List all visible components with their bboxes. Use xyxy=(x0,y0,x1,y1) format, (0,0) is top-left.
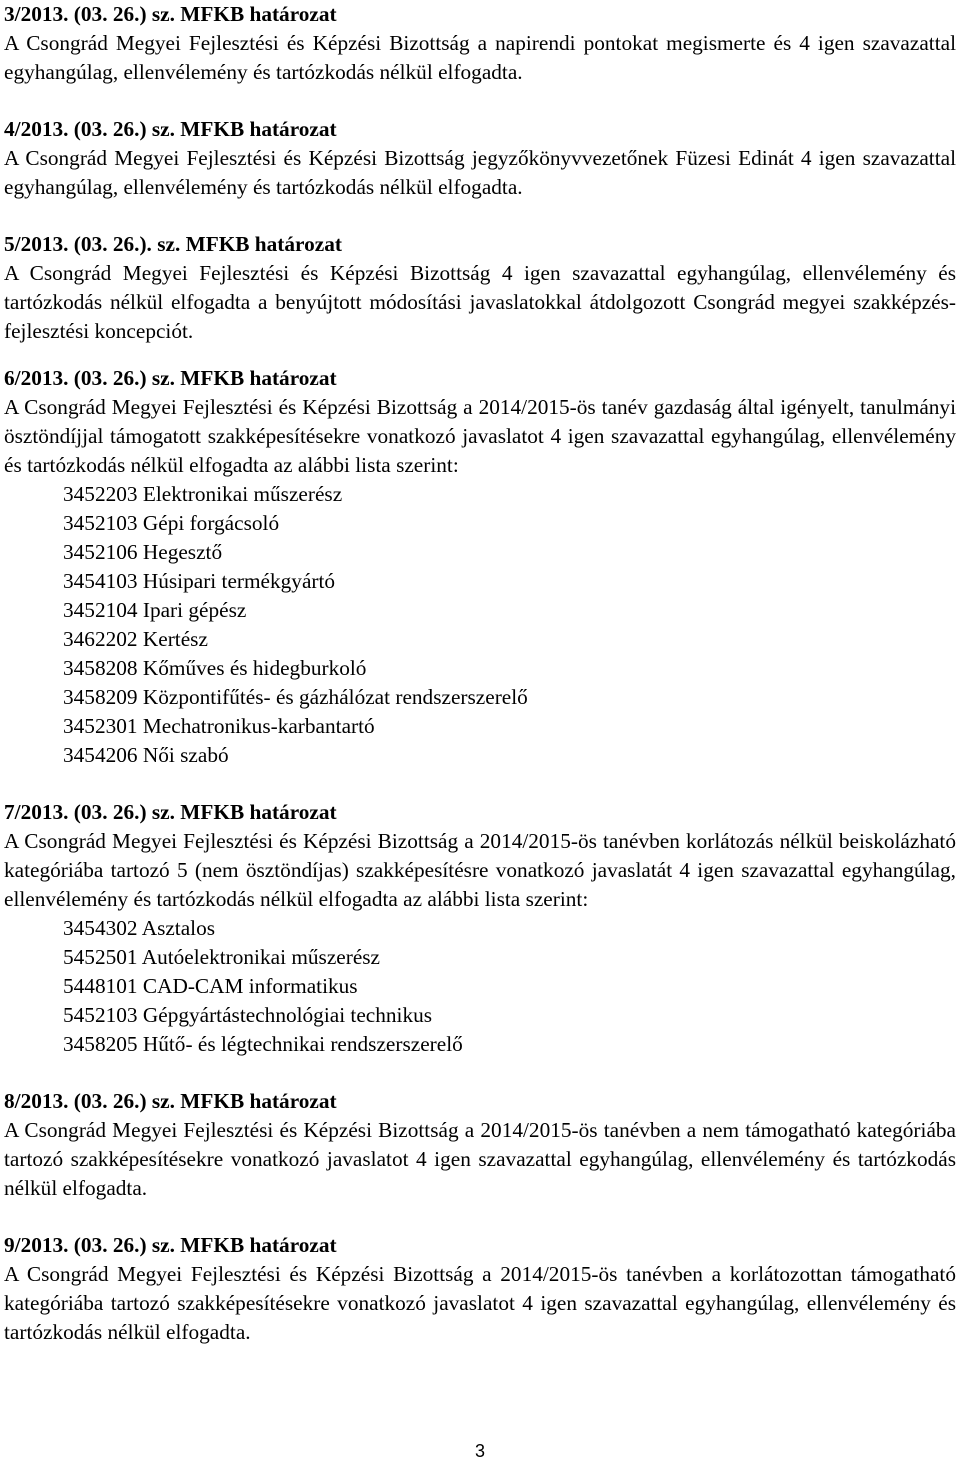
resolution-text: A Csongrád Megyei Fejlesztési és Képzési Bizottság a napirendi pontokat megismerte és 4 igen szavazattal egyhangúlag, ellenvélemény és tartózkodás nélkül elfogadta. xyxy=(4,31,956,84)
resolution-text: A Csongrád Megyei Fejlesztési és Képzési Bizottság a 2014/2015-ös tanév gazdaság által igényelt, tanulmányi ösztöndíjjal támogatott szakképesítésekre vonatkozó javaslatot 4 igen szavazattal egyhangúlag, ellenvélemény és tartózkodás nélkül elfogadta az alábbi lista szerint: xyxy=(4,395,956,477)
list-item: 3452103 Gépi forgácsoló xyxy=(63,511,280,535)
qualification-list xyxy=(4,480,956,770)
resolution-9 xyxy=(4,1231,956,1347)
list-item: 5448101 CAD-CAM informatikus xyxy=(63,974,358,998)
document-page xyxy=(4,0,956,1347)
list-item: 3452106 Hegesztő xyxy=(63,540,223,564)
resolution-6 xyxy=(4,364,956,770)
list-item: 5452103 Gépgyártástechnológiai technikus xyxy=(63,1003,433,1027)
list-item: 3452203 Elektronikai műszerész xyxy=(63,482,343,506)
list-item: 3454206 Női szabó xyxy=(63,743,229,767)
resolution-3 xyxy=(4,0,956,87)
list-item: 3454302 Asztalos xyxy=(63,916,216,940)
resolution-heading: 4/2013. (03. 26.) sz. MFKB határozat xyxy=(4,117,337,141)
resolution-heading: 5/2013. (03. 26.). sz. MFKB határozat xyxy=(4,232,342,256)
resolution-text: A Csongrád Megyei Fejlesztési és Képzési Bizottság jegyzőkönyvvezetőnek Füzesi Edinát 4 igen szavazattal egyhangúlag, ellenvélemény és tartózkodás nélkül elfogadta. xyxy=(4,146,956,199)
list-item: 3458209 Központifűtés- és gázhálózat rendszerszerelő xyxy=(63,685,528,709)
resolution-heading: 3/2013. (03. 26.) sz. MFKB határozat xyxy=(4,2,337,26)
list-item: 3458205 Hűtő- és légtechnikai rendszerszerelő xyxy=(63,1032,463,1056)
resolution-7 xyxy=(4,798,956,1059)
resolution-heading: 7/2013. (03. 26.) sz. MFKB határozat xyxy=(4,800,337,824)
list-item: 5452501 Autóelektronikai műszerész xyxy=(63,945,381,969)
resolution-heading: 6/2013. (03. 26.) sz. MFKB határozat xyxy=(4,366,337,390)
resolution-heading: 9/2013. (03. 26.) sz. MFKB határozat xyxy=(4,1233,337,1257)
page-number: 3 xyxy=(474,1441,485,1461)
resolution-8 xyxy=(4,1087,956,1203)
resolution-heading: 8/2013. (03. 26.) sz. MFKB határozat xyxy=(4,1089,337,1113)
list-item: 3462202 Kertész xyxy=(63,627,208,651)
resolution-4 xyxy=(4,115,956,202)
resolution-text: A Csongrád Megyei Fejlesztési és Képzési Bizottság 4 igen szavazattal egyhangúlag, ellenvélemény és tartózkodás nélkül elfogadta a benyújtott módosítási javaslatokkal átdolgozott Csongrád megyei szakképzés-fejlesztési koncepciót. xyxy=(4,261,956,343)
resolution-text: A Csongrád Megyei Fejlesztési és Képzési Bizottság a 2014/2015-ös tanévben a nem támogatható kategóriába tartozó szakképesítésekre vonatkozó javaslatot 4 igen szavazattal egyhangúlag, ellenvélemény és tartózkodás nélkül elfogadta. xyxy=(4,1118,956,1200)
list-item: 3454103 Húsipari termékgyártó xyxy=(63,569,336,593)
list-item: 3452301 Mechatronikus-karbantartó xyxy=(63,714,375,738)
qualification-list xyxy=(4,914,956,1059)
list-item: 3458208 Kőműves és hidegburkoló xyxy=(63,656,367,680)
resolution-text: A Csongrád Megyei Fejlesztési és Képzési Bizottság a 2014/2015-ös tanévben korlátozás nélkül beiskolázható kategóriába tartozó 5 (nem ösztöndíjas) szakképesítésre vonatkozó javaslatát 4 igen szavazattal egyhangúlag, ellenvélemény és tartózkodás nélkül elfogadta az alábbi lista szerint: xyxy=(4,829,956,911)
resolution-5 xyxy=(4,230,956,346)
list-item: 3452104 Ipari gépész xyxy=(63,598,247,622)
resolution-text: A Csongrád Megyei Fejlesztési és Képzési Bizottság a 2014/2015-ös tanévben a korlátozottan támogatható kategóriába tartozó szakképesítésekre vonatkozó javaslatot 4 igen szavazattal egyhangúlag, ellenvélemény és tartózkodás nélkül elfogadta. xyxy=(4,1262,956,1344)
